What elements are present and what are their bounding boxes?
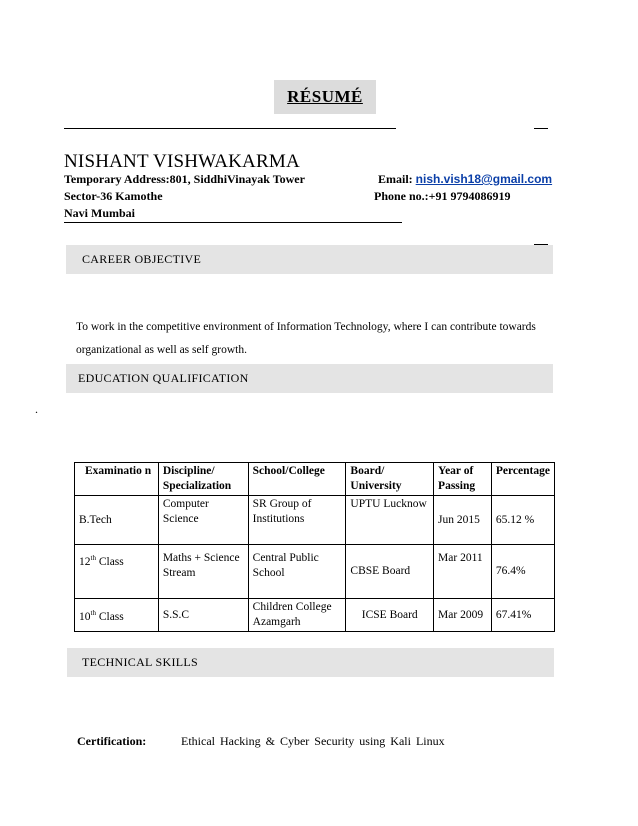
table-header-row [75,463,555,496]
table-cell: Computer Science [158,496,248,545]
ordinal-suffix: th [90,554,96,562]
certification-label: Certification: [77,734,147,748]
phone-line: Phone no.:+91 9794086919 [374,189,511,203]
table-cell: ICSE Board [346,599,434,632]
top-rule-left [64,128,396,129]
address-line-3: Navi Mumbai [64,206,136,220]
exam-number: 12 [79,555,91,568]
top-rule-right [534,128,548,129]
header-cell: School/College [248,463,346,496]
exam-number: 10 [79,610,91,623]
education-table [74,462,555,632]
header-cell: Year of Passing [434,463,492,496]
header-cell: Discipline/ Specialization [158,463,248,496]
ordinal-suffix: th [90,608,96,617]
header-cell: Percentage [491,463,554,496]
table-cell: UPTU Lucknow [346,496,434,545]
exam-class-word: Class [98,610,124,623]
education-heading: EDUCATION QUALIFICATION [66,364,553,393]
table-cell [75,599,159,632]
resume-title-box [274,80,376,114]
resume-title: RÉSUMÉ [287,87,363,106]
email-link[interactable]: nish.vish18@gmail.com [415,172,553,186]
table-cell: 65.12 % [491,496,554,545]
table-row [75,496,555,545]
table-cell: Central Public School [248,545,346,599]
certification-value: Ethical Hacking & Cyber Security using Kali Linux [181,734,445,748]
header-cell: Board/ University [346,463,434,496]
exam-class-word: Class [98,555,124,568]
table-cell: Mar 2009 [434,599,492,632]
table-cell: B.Tech [75,496,159,545]
table-cell: 76.4% [491,545,554,599]
table-cell: Mar 2011 [434,545,492,599]
table-row [75,545,555,599]
header-rule-left [64,222,402,223]
table-row [75,599,555,632]
technical-skills-heading: TECHNICAL SKILLS [67,648,554,677]
stray-dot: . [35,402,38,416]
table-cell: SR Group of Institutions [248,496,346,545]
table-cell: S.S.C [158,599,248,632]
email-line [378,171,552,188]
table-cell: Children College Azamgarh [248,599,346,632]
career-objective-heading: CAREER OBJECTIVE [66,245,553,274]
candidate-name: NISHANT VISHWAKARMA [64,151,300,172]
address-line-2: Sector-36 Kamothe [64,189,163,203]
table-cell: Maths + Science Stream [158,545,248,599]
objective-text: To work in the competitive environment of Information Technology, where I can contribute towards organizational as well as self growth. [76,321,536,356]
address-line-1: Temporary Address:801, SiddhiVinayak Tower [64,172,305,186]
email-label: Email: [378,172,413,186]
table-cell [75,545,159,599]
table-cell: CBSE Board [346,545,434,599]
table-cell: Jun 2015 [434,496,492,545]
table-cell: 67.41% [491,599,554,632]
header-cell: Examinatio n [75,463,159,496]
